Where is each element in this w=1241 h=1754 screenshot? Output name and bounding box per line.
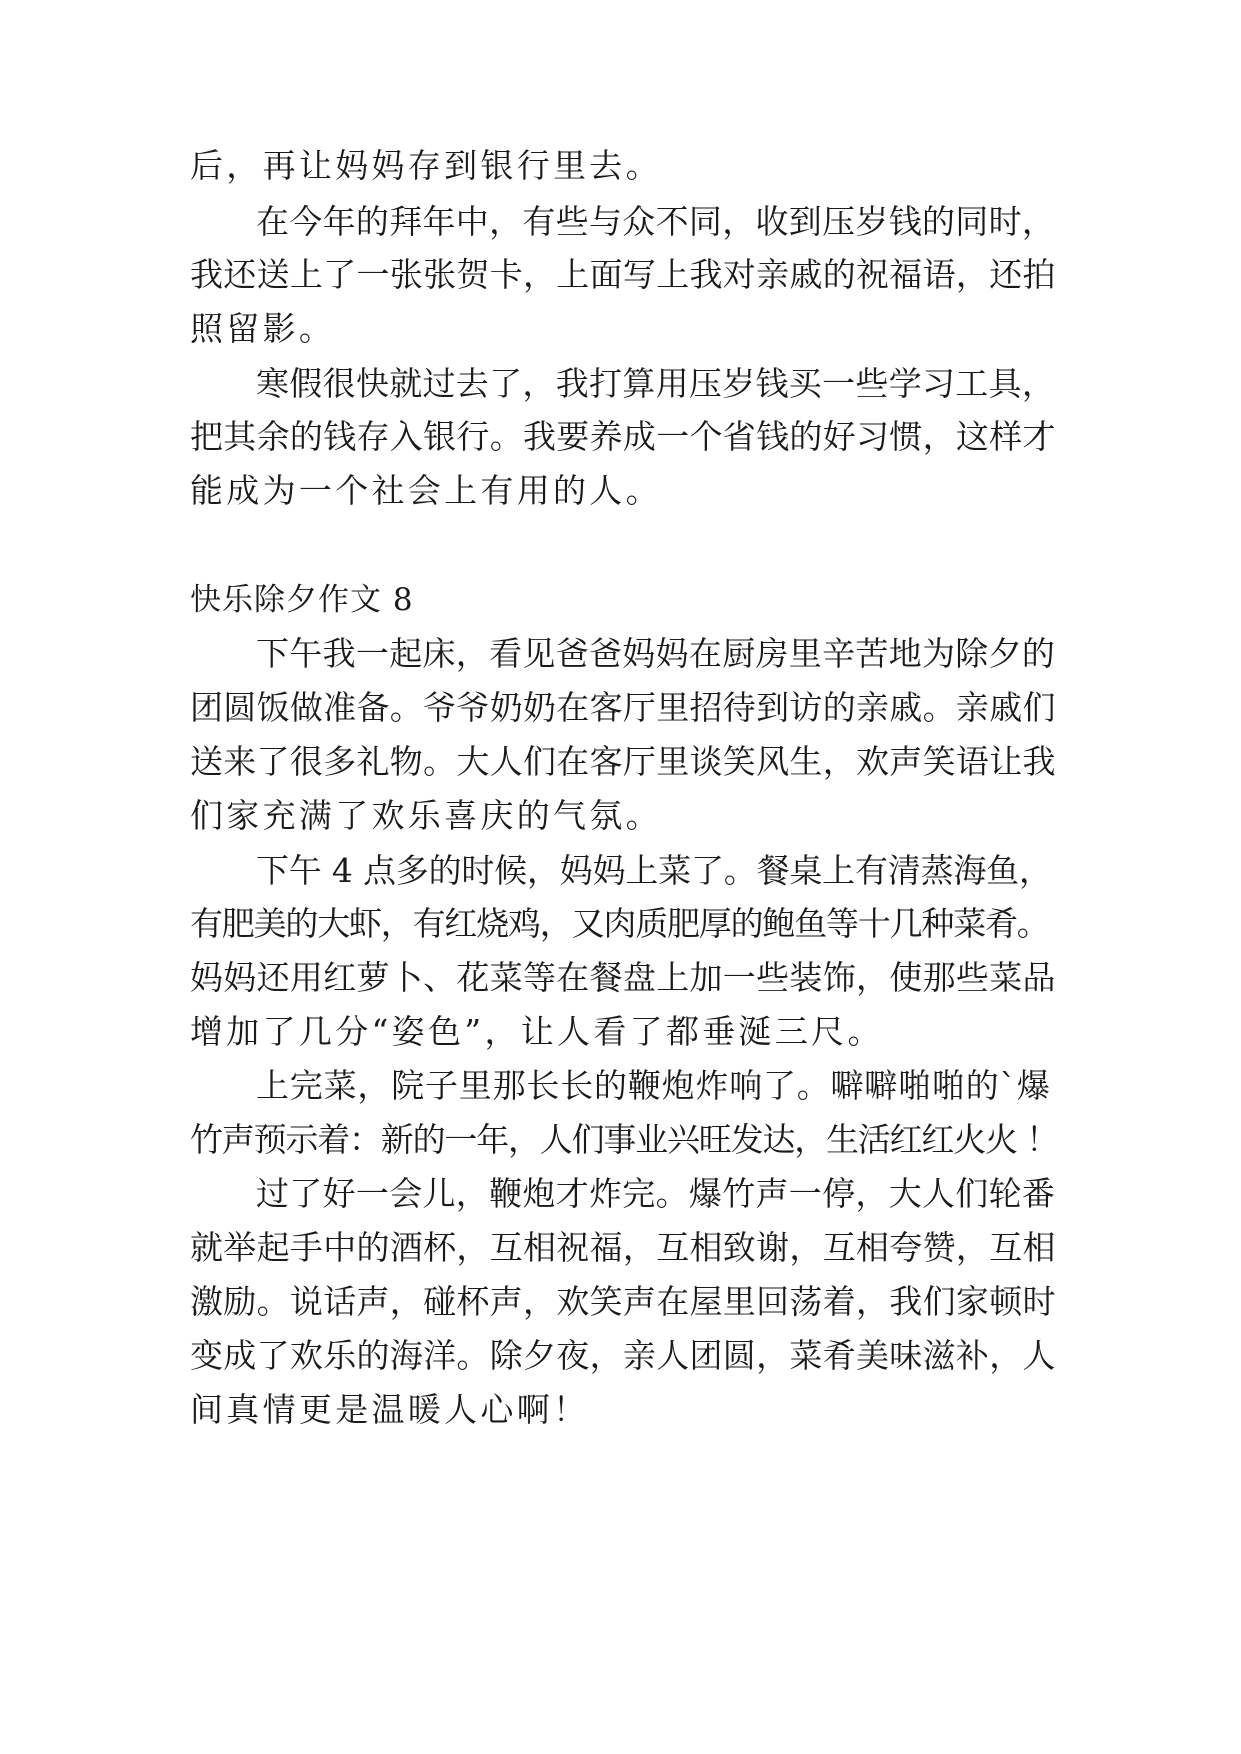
text-line: 间真情更是温暖人心啊！ [190,1390,590,1429]
text-line: 我还送上了一张张贺卡，上面写上我对亲戚的祝福语，还拍 [190,255,1056,294]
text-line: 送来了很多礼物。大人们在客厅里谈笑风生，欢声笑语让我 [190,742,1056,781]
text-line: 团圆饭做准备。爷爷奶奶在客厅里招待到访的亲戚。亲戚们 [190,688,1056,727]
text-line: 能成为一个社会上有用的人。 [190,471,662,510]
section-title: 快乐除夕作文 8 [190,582,414,618]
text-line: 下午我一起床，看见爸爸妈妈在厨房里辛苦地为除夕的 [256,634,1056,673]
text-line: 妈妈还用红萝卜、花菜等在餐盘上加一些装饰，使那些菜品 [190,958,1056,997]
text-line: 就举起手中的酒杯，互相祝福，互相致谢，互相夸赞，互相 [190,1228,1056,1267]
text-line: 照留影。 [190,309,336,348]
text-line: 有肥美的大虾，有红烧鸡，又肉质肥厚的鲍鱼等十几种菜肴。 [190,904,1049,943]
text-line: 把其余的钱存入银行。我要养成一个省钱的好习惯，这样才 [190,417,1056,456]
text-line: 竹声预示着：新的一年，人们事业兴旺发达，生活红红火火 ！ [190,1120,1058,1159]
text-line: 过了好一会儿，鞭炮才炸完。爆竹声一停，大人们轮番 [256,1174,1056,1213]
text-line: 后，再让妈妈存到银行里去。 [190,146,662,185]
text-line: 变成了欢乐的海洋。除夕夜，亲人团圆，菜肴美味滋补，人 [190,1336,1056,1375]
text-line: 寒假很快就过去了，我打算用压岁钱买一些学习工具， [256,364,1056,403]
text-line: 们家充满了欢乐喜庆的气氛。 [190,796,662,835]
text-line: 激励。说话声，碰杯声，欢笑声在屋里回荡着，我们家顿时 [190,1282,1056,1321]
text-line: 上完菜，院子里那长长的鞭炮炸响了。噼噼啪啪的`爆 [256,1066,1051,1105]
text-line: 增加了几分“姿色”，让人看了都垂涎三尺。 [190,1012,884,1051]
text-line: 下午 4 点多的时候，妈妈上菜了。餐桌上有清蒸海鱼， [256,851,1052,890]
text-line: 在今年的拜年中，有些与众不同，收到压岁钱的同时， [256,202,1056,241]
